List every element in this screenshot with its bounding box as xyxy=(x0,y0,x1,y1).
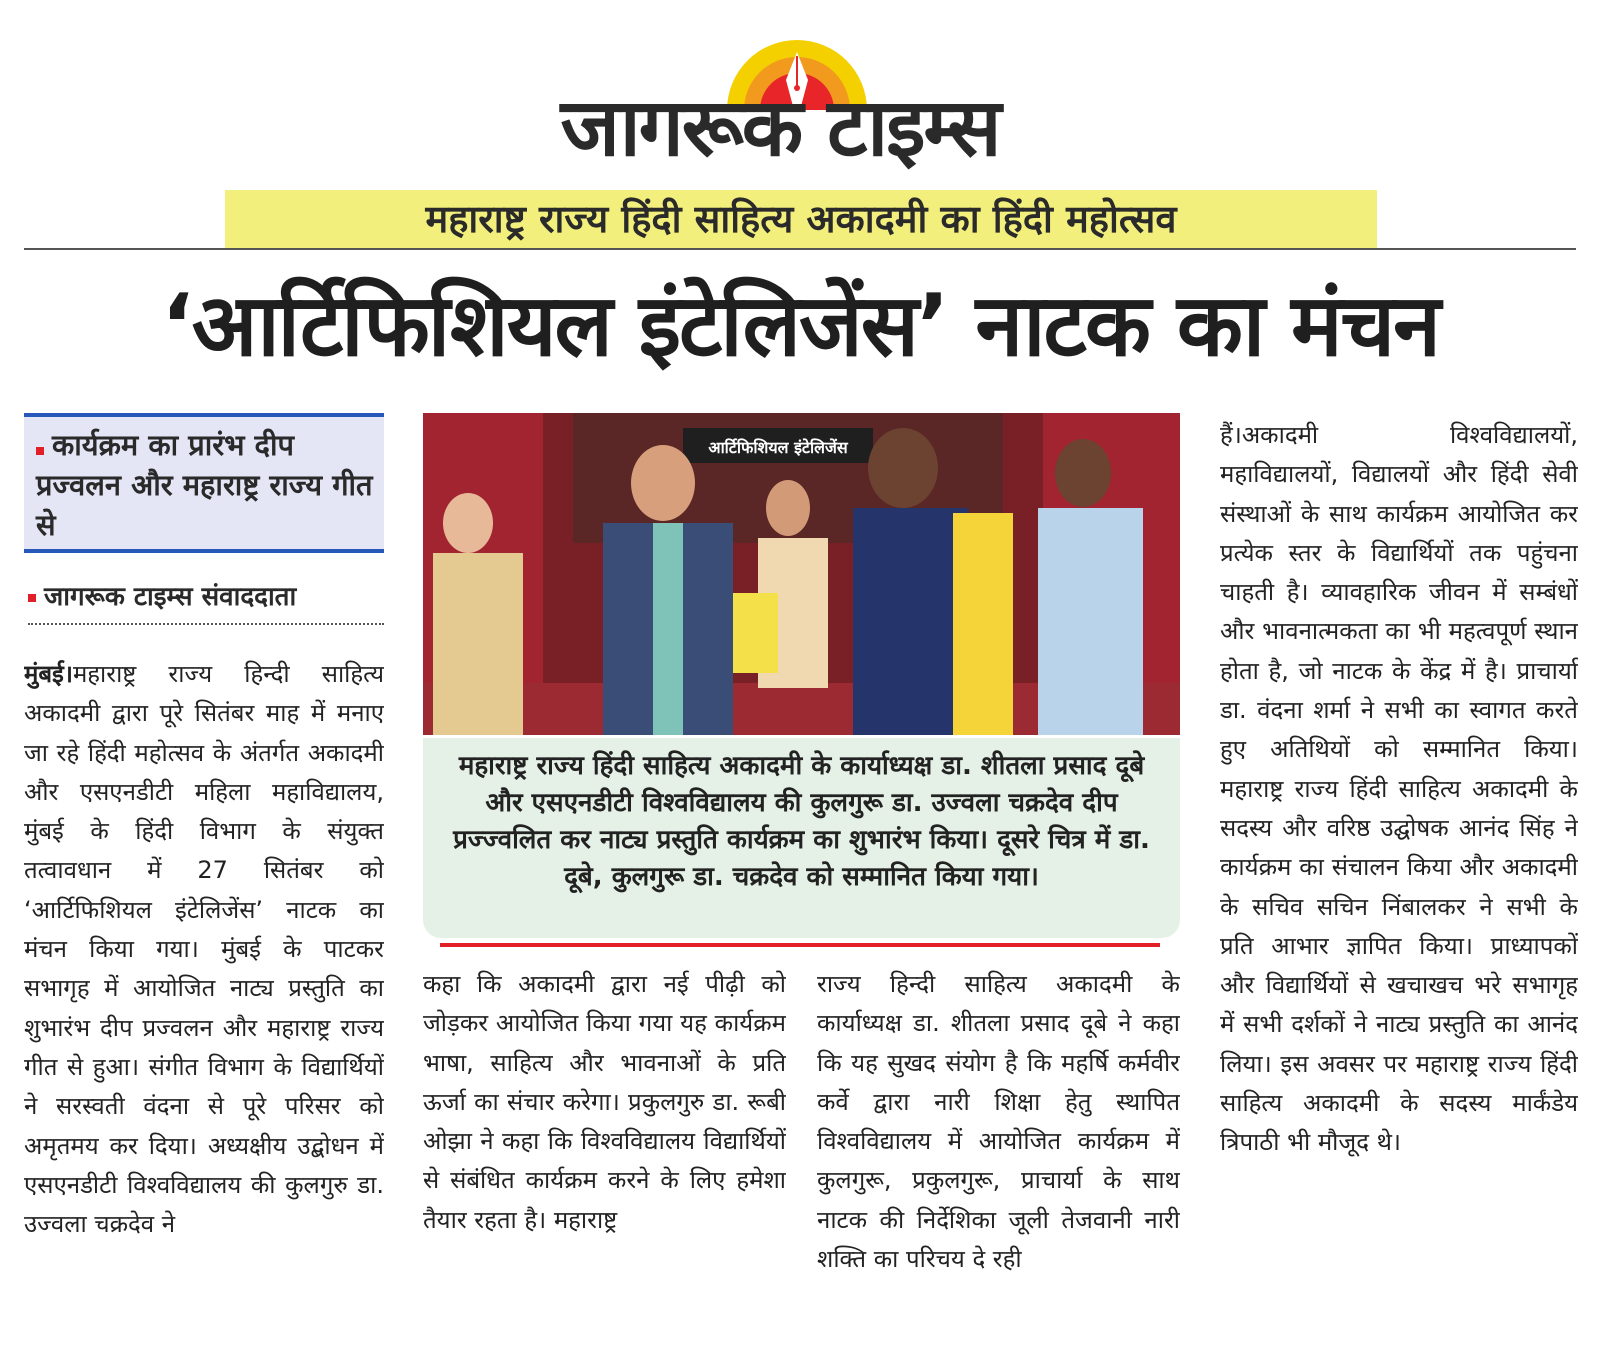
bullet-icon xyxy=(28,594,36,602)
masthead xyxy=(0,0,1600,175)
newspaper-name: जागरूक टाइम्स xyxy=(560,81,1000,174)
photo-illustration xyxy=(423,413,1180,735)
photo-caption: महाराष्ट्र राज्य हिंदी साहित्य अकादमी के कार्याध्यक्ष डा. शीतला प्रसाद दूबे और एसएनडीटी विश्वविद्यालय की कुलगुरू डा. उज्वला चक्रदेव दीप प्रज्ज्वलित कर नाट्य प्रस्तुति कार्यक्रम का शुभारंभ किया। दूसरे चित्र में डा. दूबे, कुलगुरू डा. चक्रदेव को सम्मानित किया गया। xyxy=(423,738,1180,938)
section-band: महाराष्ट्र राज्य हिंदी साहित्य अकादमी का हिंदी महोत्सव xyxy=(225,190,1377,248)
banner-text: आर्टिफिशियल इंटेलिजेंस xyxy=(708,438,848,457)
dateline: मुंबई। xyxy=(24,660,73,688)
event-photo xyxy=(423,413,1180,735)
bullet-icon xyxy=(36,447,44,455)
byline-text: जागरूक टाइम्स संवाददाता xyxy=(44,582,297,612)
headline: ‘आर्टिफिशियल इंटेलिजेंस’ नाटक का मंचन xyxy=(161,276,1439,376)
article-text: महाराष्ट्र राज्य हिन्दी साहित्य अकादमी द्वारा पूरे सितंबर माह में मनाए जा रहे हिंदी महोत्सव के अंतर्गत अकादमी और एसएनडीटी महिला महाविद्यालय, मुंबई के हिंदी विभाग के संयुक्त तत्वावधान में 27 सितंबर को ‘आर्टिफिशियल इंटेलिजेंस’ नाटक का मंचन किया गया। मुंबई के पाटकर सभागृह में आयोजित नाट्य प्रस्तुति का शुभारंभ दीप प्रज्वलन और महाराष्ट्र राज्य गीत से हुआ। संगीत विभाग के विद्यार्थियों ने सरस्वती वंदना से पूरे परिसर को अमृतमय कर दिया। अध्यक्षीय उद्बोधन में एसएनडीटी विश्वविद्यालय की कुलगुरु डा. उज्वला चक्रदेव ने xyxy=(24,660,384,1239)
article-column-1 xyxy=(24,655,384,1325)
highlight-text: कार्यक्रम का प्रारंभ दीप प्रज्वलन और महाराष्ट्र राज्य गीत से xyxy=(36,428,373,542)
caption-divider xyxy=(440,943,1160,947)
byline xyxy=(28,573,384,625)
divider xyxy=(24,248,1576,250)
article-column-3: राज्य हिन्दी साहित्य अकादमी के कार्याध्यक्ष डा. शीतला प्रसाद दूबे ने कहा कि यह सुखद संयोग है कि महर्षि कर्मवीर कर्वे द्वारा नारी शिक्षा हेतु स्थापित विश्वविद्यालय में आयोजित कार्यक्रम में कुलगुरू, प्रकुलगुरू, प्राचार्या के साथ नाटक की निर्देशिका जूली तेजवानी नारी शक्ति का परिचय दे रही xyxy=(817,970,1180,1274)
article-column-2: कहा कि अकादमी द्वारा नई पीढ़ी को जोड़कर आयोजित किया गया यह कार्यक्रम भाषा, साहित्य और भावनाओं के प्रति ऊर्जा का संचार करेगा। प्रकुलगुरु डा. रूबी ओझा ने कहा कि विश्वविद्यालय विद्यार्थियों से संबंधित कार्यक्रम करने के लिए हमेशा तैयार रहता है। महाराष्ट्र xyxy=(423,970,786,1234)
highlight-box xyxy=(24,413,384,553)
article-column-4: हैं।अकादमी विश्वविद्यालयों, महाविद्यालयों, विद्यालयों और हिंदी सेवी संस्थाओं के साथ कार्यक्रम आयोजित कर प्रत्येक स्तर के विद्यार्थियों तक पहुंचना चाहती है। व्यावहारिक जीवन में सम्बंधों और भावनात्मकता का भी महत्वपूर्ण स्थान होता है, जो नाटक के केंद्र में है। प्राचार्या डा. वंदना शर्मा ने सभी का स्वागत करते हुए अतिथियों को सम्मानित किया। महाराष्ट्र राज्य हिंदी साहित्य अकादमी के सदस्य और वरिष्ठ उद्घोषक आनंद सिंह ने कार्यक्रम का संचालन किया और अकादमी के सचिव सचिन निंबालकर ने सभी के प्रति आभार ज्ञापित किया। प्राध्यापकों और विद्यार्थियों से खचाखच भरे सभागृह में सभी दर्शकों ने नाट्य प्रस्तुति का आनंद लिया। इस अवसर पर महाराष्ट्र राज्य हिंदी साहित्य अकादमी के सदस्य मार्कंडेय त्रिपाठी भी मौजूद थे। xyxy=(1220,421,1578,1157)
